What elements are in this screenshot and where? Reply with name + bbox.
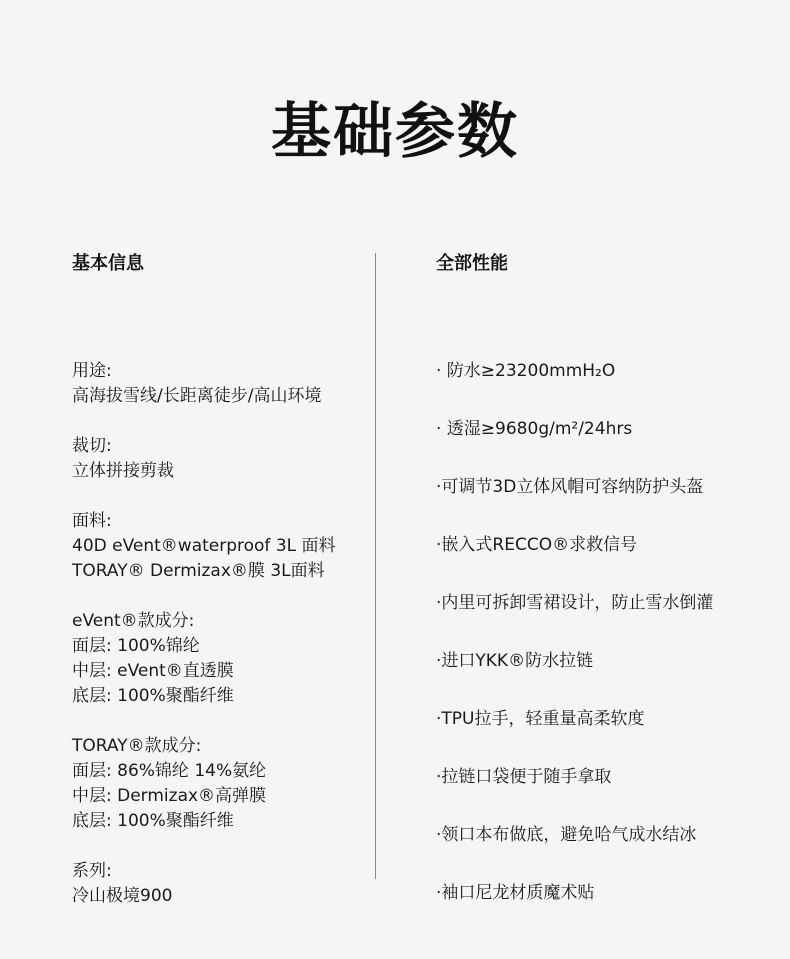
- performance-heading: 全部性能: [436, 253, 508, 274]
- feature-item: ·嵌入式RECCO®求救信号: [436, 535, 638, 555]
- info-label: TORAY®款成分:: [72, 736, 202, 756]
- basic-info-groups: [72, 359, 367, 909]
- feature-item: ·TPU拉手，轻重量高柔软度: [436, 709, 645, 729]
- info-value: 面层: 86%锦纶 14%氨纶: [72, 761, 267, 781]
- info-group-fabric: [72, 509, 367, 584]
- performance-column: [436, 250, 776, 939]
- info-group-event-composition: [72, 609, 367, 709]
- info-value: TORAY® Dermizax®膜 3L面料: [72, 561, 325, 581]
- feature-item: · 透湿≥9680g/m²/24hrs: [436, 419, 633, 439]
- info-label: 裁切:: [72, 436, 112, 456]
- basic-info-column: [72, 250, 367, 934]
- info-group-toray-composition: [72, 734, 367, 834]
- feature-list: [436, 359, 776, 906]
- info-value: 底层: 100%聚酯纤维: [72, 686, 234, 706]
- page-title: 基础参数: [271, 97, 519, 167]
- info-group-series: [72, 859, 367, 909]
- info-label: 面料:: [72, 511, 112, 531]
- feature-item: ·袖口尼龙材质魔术贴: [436, 883, 595, 903]
- info-value: 面层: 100%锦纶: [72, 636, 200, 656]
- feature-item: ·进口YKK®防水拉链: [436, 651, 594, 671]
- info-label: 用途:: [72, 361, 112, 381]
- info-group-usage: [72, 359, 367, 409]
- info-value: 冷山极境900: [72, 886, 173, 906]
- info-label: 系列:: [72, 861, 112, 881]
- info-value: 立体拼接剪裁: [72, 461, 174, 481]
- column-divider: [375, 253, 376, 879]
- info-value: 底层: 100%聚酯纤维: [72, 811, 234, 831]
- info-value: 高海拔雪线/长距离徒步/高山环境: [72, 386, 322, 406]
- basic-info-heading: 基本信息: [72, 253, 144, 274]
- info-group-cut: [72, 434, 367, 484]
- feature-item: ·内里可拆卸雪裙设计，防止雪水倒灌: [436, 593, 714, 613]
- feature-item: ·领口本布做底，避免哈气成水结冰: [436, 825, 697, 845]
- info-label: eVent®款成分:: [72, 611, 195, 631]
- feature-item: ·拉链口袋便于随手拿取: [436, 767, 612, 787]
- feature-item: · 防水≥23200mmH₂O: [436, 361, 616, 381]
- info-value: 中层: Dermizax®高弹膜: [72, 786, 267, 806]
- info-value: 中层: eVent®直透膜: [72, 661, 234, 681]
- info-value: 40D eVent®waterproof 3L 面料: [72, 536, 336, 556]
- feature-item: ·可调节3D立体风帽可容纳防护头盔: [436, 477, 704, 497]
